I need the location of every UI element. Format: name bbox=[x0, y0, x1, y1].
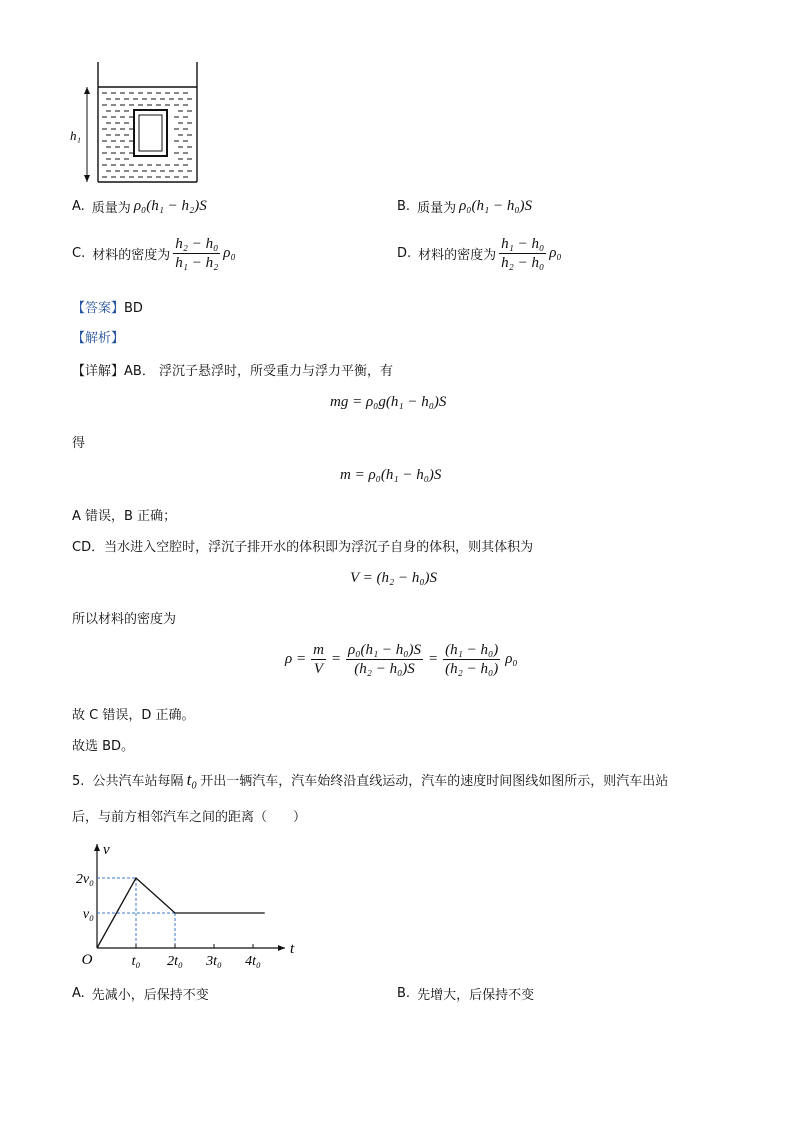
equation-1: mg = ρ₀g(h₁ − h₀)S bbox=[330, 394, 447, 410]
q5-option-a-label: A. bbox=[72, 986, 85, 1001]
analysis-tag: 【解析】 bbox=[72, 331, 125, 346]
x-tick-label: 3t₀ bbox=[206, 954, 222, 969]
eq4-equals-a: = bbox=[330, 651, 342, 667]
y-axis-label: v bbox=[103, 842, 110, 858]
q5-option-b-text: 先增大，后保持不变 bbox=[417, 988, 535, 1003]
x-tick-label: 2t₀ bbox=[167, 954, 183, 969]
eq4-equals-b: = bbox=[428, 651, 439, 667]
option-c-text: 材料的密度为 bbox=[92, 248, 171, 263]
origin-label: O bbox=[81, 952, 93, 968]
eq4-f3-denominator: (h₂ − h₀) bbox=[445, 661, 499, 677]
option-b-text: 质量为 bbox=[417, 201, 457, 216]
option-d-fraction bbox=[499, 236, 546, 271]
q5-option-a-text: 先减小，后保持不变 bbox=[91, 988, 209, 1003]
eq4-f3-numerator: (h₁ − h₀) bbox=[445, 642, 499, 658]
option-d-tail: ρ₀ bbox=[549, 245, 562, 261]
answer-line bbox=[72, 297, 143, 316]
option-b-label: B. bbox=[397, 199, 411, 214]
line-c-wrong: 故 C 错误，D 正确。 bbox=[72, 708, 195, 723]
answer-tag: 【答案】 bbox=[72, 301, 125, 316]
option-c-numerator: h₂ − h₀ bbox=[175, 236, 219, 252]
q5-stem-part2: 开出一辆汽车，汽车始终沿直线运动，汽车的速度时间图线如图所示，则汽车出站 bbox=[200, 774, 669, 789]
velocity-time-chart bbox=[70, 838, 300, 978]
q4-option-c[interactable] bbox=[72, 236, 236, 271]
option-b-math: ρ₀(h₁ − h₀)S bbox=[459, 198, 533, 214]
tank-h1-label: h₁ bbox=[70, 128, 82, 143]
eq4-f2-numerator: ρ₀(h₁ − h₀)S bbox=[348, 642, 422, 658]
q5-option-b-label: B. bbox=[397, 986, 411, 1001]
x-axis-arrow bbox=[278, 945, 285, 951]
equation-3: V = (h₂ − h₀)S bbox=[350, 570, 438, 586]
option-a-math: ρ₀(h₁ − h₂)S bbox=[133, 198, 207, 214]
detail-text: AB． 浮沉子悬浮时，所受重力与浮力平衡，有 bbox=[124, 364, 393, 379]
option-d-label: D. bbox=[397, 246, 412, 261]
q4-option-a[interactable] bbox=[72, 197, 207, 216]
eq4-fraction-1 bbox=[311, 642, 326, 677]
y-tick-label: 2v₀ bbox=[75, 872, 94, 887]
option-d-text: 材料的密度为 bbox=[418, 248, 497, 263]
equation-2: m = ρ₀(h₁ − h₀)S bbox=[340, 467, 442, 483]
line-ab: A 错误，B 正确； bbox=[72, 509, 177, 524]
eq4-lhs: ρ = bbox=[285, 651, 307, 667]
eq4-f2-denominator: (h₂ − h₀)S bbox=[354, 661, 415, 677]
y-tick-label: v₀ bbox=[82, 907, 94, 922]
option-c-denominator: h₁ − h₂ bbox=[175, 255, 219, 271]
q4-option-d[interactable] bbox=[397, 236, 562, 271]
line-choose: 故选 BD。 bbox=[72, 739, 135, 754]
q5-option-a[interactable] bbox=[72, 984, 209, 1003]
eq4-fraction-2 bbox=[346, 642, 423, 677]
q5-option-b[interactable] bbox=[397, 984, 534, 1003]
y-axis-arrow bbox=[94, 844, 100, 851]
option-a-text: 质量为 bbox=[91, 201, 131, 216]
line-cd: CD．当水进入空腔时，浮沉子排开水的体积即为浮沉子自身的体积，则其体积为 bbox=[72, 540, 534, 555]
option-d-numerator: h₁ − h₀ bbox=[501, 236, 545, 252]
q5-stem-part1: 公共汽车站每隔 bbox=[92, 774, 184, 789]
eq4-fraction-3 bbox=[443, 642, 500, 677]
x-tick-label: 4t₀ bbox=[245, 954, 261, 969]
option-d-denominator: h₂ − h₀ bbox=[501, 255, 545, 271]
text-de: 得 bbox=[72, 436, 86, 451]
q4-option-b[interactable] bbox=[397, 197, 532, 216]
option-c-fraction bbox=[173, 236, 220, 271]
option-c-tail: ρ₀ bbox=[223, 245, 236, 261]
q5-stem-var: t₀ bbox=[186, 770, 198, 789]
x-tick-label: t₀ bbox=[131, 954, 141, 969]
q5-stem-line2: 后，与前方相邻汽车之间的距离（ ） bbox=[72, 810, 307, 825]
option-a-label: A. bbox=[72, 199, 85, 214]
q5-stem-line1 bbox=[72, 770, 668, 790]
tank-figure bbox=[68, 60, 208, 185]
line-density: 所以材料的密度为 bbox=[72, 612, 177, 627]
detail-line bbox=[72, 360, 393, 379]
eq4-f1-denominator: V bbox=[313, 661, 324, 677]
q5-number: 5. bbox=[72, 774, 85, 789]
detail-tag: 【详解】 bbox=[72, 364, 125, 379]
eq4-f1-numerator: m bbox=[313, 642, 324, 658]
answer-value: BD bbox=[124, 301, 143, 316]
x-axis-label: t bbox=[290, 941, 295, 957]
equation-4 bbox=[285, 642, 518, 677]
option-c-label: C. bbox=[72, 246, 86, 261]
eq4-tail: ρ₀ bbox=[505, 651, 518, 667]
